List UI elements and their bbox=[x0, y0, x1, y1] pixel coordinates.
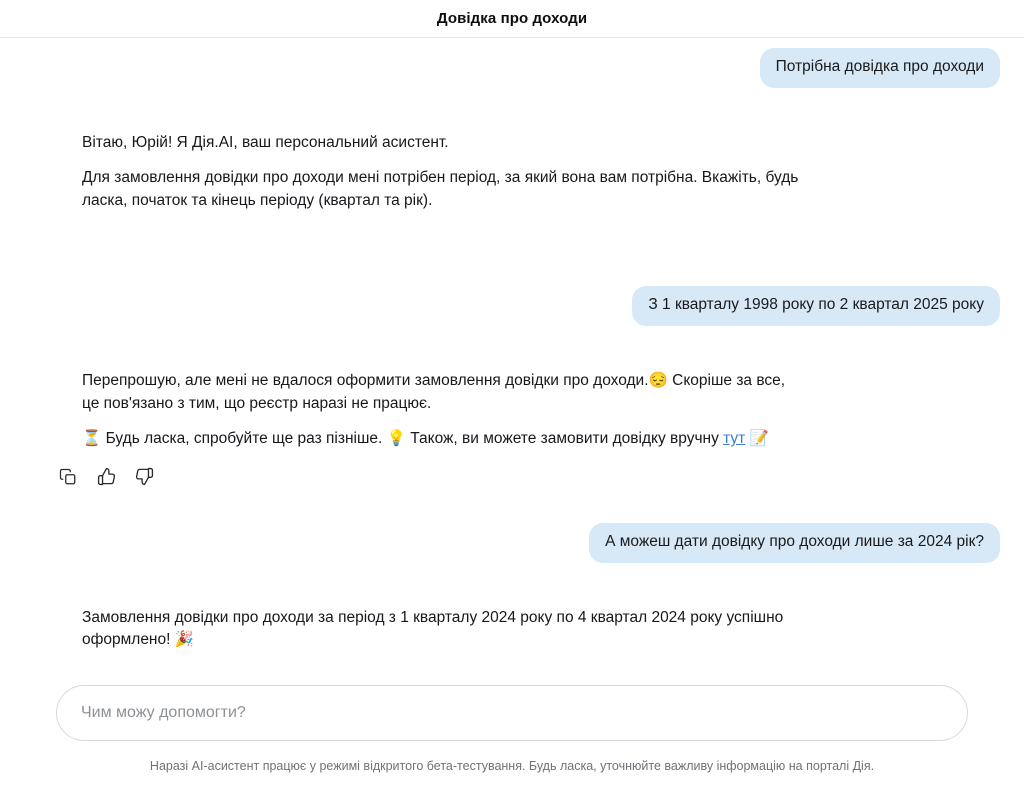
copy-icon[interactable] bbox=[58, 467, 78, 487]
message-row-assistant bbox=[0, 132, 1024, 212]
assistant-message bbox=[24, 607, 824, 652]
message-row-assistant bbox=[0, 607, 1024, 652]
app-header bbox=[0, 0, 1024, 38]
assistant-message bbox=[24, 370, 824, 450]
manual-order-link[interactable]: тут bbox=[723, 430, 746, 448]
assistant-paragraph: Для замовлення довідки про доходи мені потрібен період, за який вона вам потрібна. Вкажіть, будь ласка, початок та кінець періоду (квартал та рік). bbox=[82, 169, 799, 209]
message-row-user bbox=[0, 523, 1024, 563]
message-actions bbox=[0, 467, 1024, 487]
assistant-retry-line bbox=[82, 428, 804, 450]
assistant-paragraph: Замовлення довідки про доходи за період з 1 кварталу 2024 року по 4 квартал 2024 року успішно оформлено! 🎉 bbox=[82, 608, 784, 649]
assistant-paragraph: Перепрошую, але мені не вдалося оформити замовлення довідки про доходи.😔 Скоріше за все, це пов'язано з тим, що реєстр наразі не працює. bbox=[82, 372, 786, 412]
user-message-bubble: Потрібна довідка про доходи bbox=[760, 48, 1000, 88]
page-title: Довідка про доходи bbox=[436, 10, 588, 27]
user-message-bubble: З 1 кварталу 1998 року по 2 квартал 2025 року bbox=[632, 286, 1000, 326]
message-row-user bbox=[0, 48, 1024, 88]
beta-disclaimer: Наразі AI-асистент працює у режимі відкритого бета-тестування. Будь ласка, уточнюйте важливу інформацію на порталі Дія. bbox=[149, 758, 875, 773]
thumbs-up-icon[interactable] bbox=[96, 467, 116, 487]
composer-area bbox=[0, 685, 1024, 747]
message-input[interactable] bbox=[79, 703, 945, 723]
assistant-message bbox=[24, 132, 824, 212]
user-message-bubble: А можеш дати довідку про доходи лише за 2024 рік? bbox=[589, 523, 1000, 563]
message-row-user bbox=[0, 286, 1024, 326]
chat-transcript bbox=[0, 38, 1024, 685]
retry-suffix-text: 📝 bbox=[745, 430, 769, 448]
composer[interactable] bbox=[56, 685, 968, 741]
message-row-assistant bbox=[0, 370, 1024, 450]
thumbs-down-icon[interactable] bbox=[134, 467, 154, 487]
assistant-paragraph: Вітаю, Юрій! Я Дія.AI, ваш персональний асистент. bbox=[82, 133, 449, 151]
retry-prefix-text: ⏳ Будь ласка, спробуйте ще раз пізніше. 💡 Також, ви можете замовити довідку вручну bbox=[82, 430, 724, 448]
